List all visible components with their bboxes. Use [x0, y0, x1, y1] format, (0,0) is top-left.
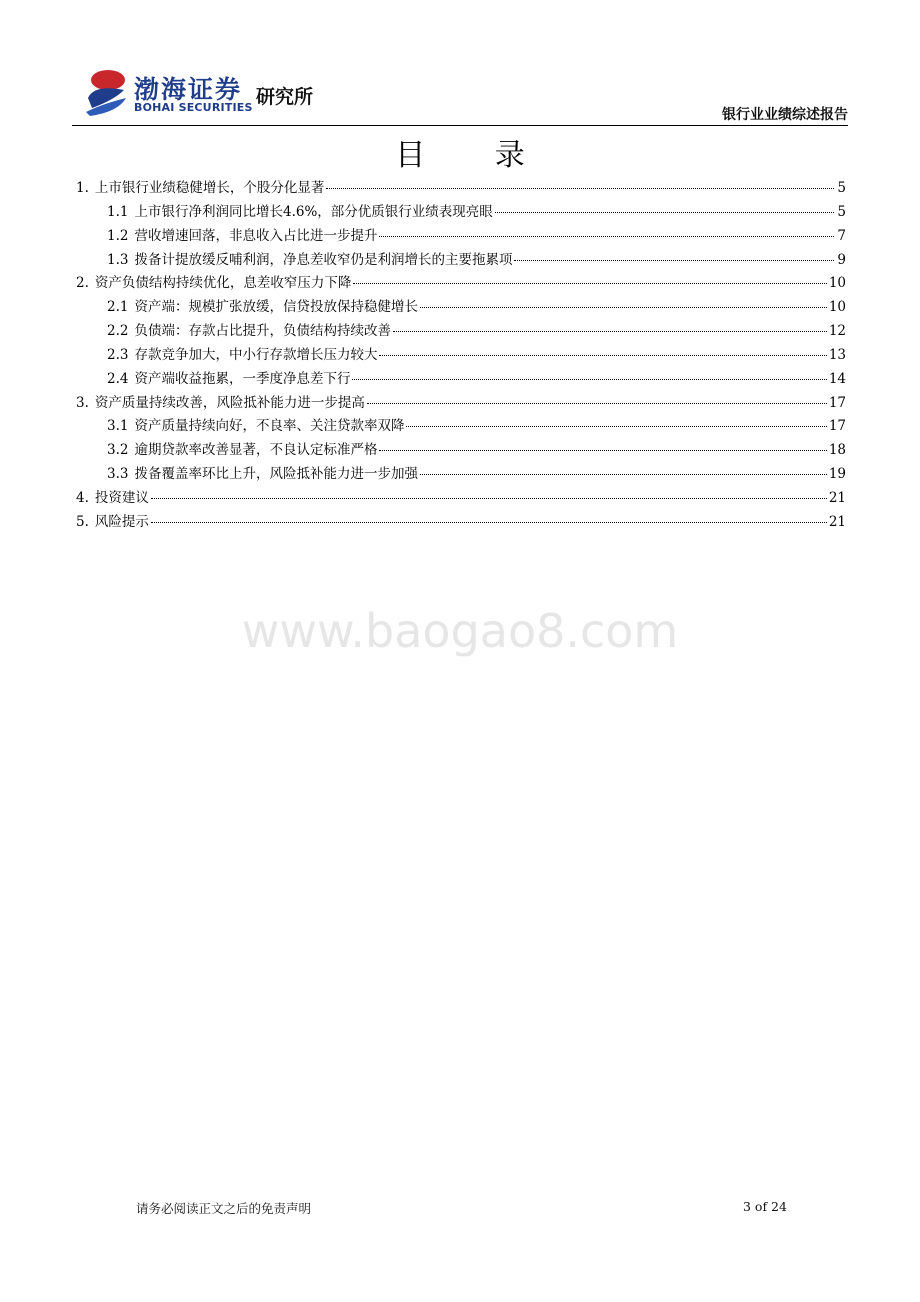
toc-entry-number: 3.	[76, 394, 89, 411]
toc-entry[interactable]	[76, 391, 846, 415]
toc-entry[interactable]	[76, 271, 846, 295]
watermark: www.baogao8.com	[241, 604, 679, 658]
toc-entry-label: 资产质量持续向好，不良率、关注贷款率双降	[134, 418, 405, 435]
toc-entry-page: 13	[828, 346, 846, 363]
toc-entry-leader	[420, 307, 827, 308]
toc-entry[interactable]	[76, 414, 846, 438]
toc-entry-number: 1.2	[107, 227, 129, 244]
toc-entry-page: 19	[828, 466, 846, 483]
toc-entry-label: 资产质量持续改善，风险抵补能力进一步提高	[94, 394, 365, 411]
toc-entry-page: 12	[828, 323, 846, 340]
toc-entry-page: 10	[828, 275, 846, 292]
toc-entry-page: 17	[828, 394, 846, 411]
toc-entry-number: 1.3	[107, 251, 129, 268]
toc-entry-page: 18	[828, 442, 846, 459]
toc-entry[interactable]	[76, 319, 846, 343]
brand-name-en: BOHAI SECURITIES	[134, 101, 253, 114]
toc-entry-page: 10	[828, 299, 846, 316]
toc-entry-number: 4.	[76, 489, 89, 506]
toc-entry-leader	[420, 474, 827, 475]
header-divider	[72, 125, 848, 126]
toc-entry[interactable]	[76, 224, 846, 248]
toc-entry-page: 5	[837, 203, 846, 220]
toc-entry[interactable]	[76, 343, 846, 367]
toc-entry-number: 1.1	[107, 203, 129, 220]
brand-subtitle: 研究所	[256, 86, 314, 108]
toc-entry-label: 上市银行业绩稳健增长，个股分化显著	[94, 180, 325, 196]
toc-entry-leader	[353, 283, 826, 284]
toc-entry-page: 14	[828, 370, 846, 387]
toc-entry-label: 逾期贷款率改善显著，不良认定标准严格	[134, 442, 378, 459]
toc-entry-page: 7	[837, 227, 846, 244]
toc-entry-label: 拨备计提放缓反哺利润，净息差收窄仍是利润增长的主要拖累项	[134, 251, 513, 268]
toc-entry-page: 17	[828, 418, 846, 435]
toc-entry-label: 风险提示	[94, 513, 149, 530]
toc-entry-leader	[326, 188, 834, 189]
bohai-logo-icon	[84, 68, 128, 116]
toc-entry-leader	[352, 379, 826, 380]
toc-entry-label: 负债端：存款占比提升，负债结构持续改善	[134, 323, 391, 340]
toc-entry-leader	[495, 212, 834, 213]
toc-entry-number: 2.4	[107, 370, 129, 387]
toc-entry-number: 2.	[76, 275, 89, 292]
toc-entry-leader	[379, 355, 826, 356]
toc-entry-label: 资产负债结构持续优化，息差收窄压力下降	[94, 275, 352, 292]
table-of-contents	[76, 176, 846, 534]
toc-entry-label: 营收增速回落，非息收入占比进一步提升	[134, 227, 378, 244]
toc-entry-leader	[393, 331, 827, 332]
toc-entry-leader	[379, 450, 826, 451]
toc-entry[interactable]	[76, 248, 846, 272]
toc-entry-number: 2.1	[107, 299, 129, 316]
toc-entry-label: 上市银行净利润同比增长4.6%，部分优质银行业绩表现亮眼	[134, 203, 493, 220]
toc-entry-label: 存款竞争加大，中小行存款增长压力较大	[134, 346, 378, 363]
toc-entry[interactable]	[76, 510, 846, 534]
toc-entry[interactable]	[76, 295, 846, 319]
toc-entry-label: 资产端收益拖累，一季度净息差下行	[134, 370, 351, 387]
toc-entry-number: 2.3	[107, 346, 129, 363]
toc-entry[interactable]	[76, 486, 846, 510]
toc-entry-page: 9	[837, 251, 846, 268]
toc-entry-number: 3.2	[107, 442, 129, 459]
toc-entry-page: 21	[828, 489, 846, 506]
toc-entry-label: 资产端：规模扩张放缓，信贷投放保持稳健增长	[134, 299, 418, 316]
toc-entry[interactable]	[76, 367, 846, 391]
page-header	[72, 62, 848, 126]
toc-entry[interactable]	[76, 176, 846, 200]
toc-entry[interactable]	[76, 462, 846, 486]
toc-entry-page: 5	[837, 180, 846, 196]
footer-page-indicator: 3 of 24	[743, 1199, 787, 1214]
toc-entry-label: 投资建议	[94, 489, 149, 506]
toc-entry-number: 1.	[76, 180, 89, 196]
toc-entry[interactable]	[76, 200, 846, 224]
toc-entry-number: 2.2	[107, 323, 129, 340]
toc-entry-page: 21	[828, 513, 846, 530]
toc-entry-leader	[367, 403, 827, 404]
toc-entry-leader	[406, 426, 826, 427]
toc-entry-leader	[151, 498, 827, 499]
toc-entry-number: 3.3	[107, 466, 129, 483]
brand-name-cn: 渤海证券	[134, 75, 243, 104]
toc-entry-label: 拨备覆盖率环比上升，风险抵补能力进一步加强	[134, 466, 418, 483]
toc-title: 目 录	[395, 138, 555, 173]
toc-entry-number: 5.	[76, 513, 89, 530]
footer-disclaimer: 请务必阅读正文之后的免责声明	[136, 1201, 312, 1216]
toc-entry-number: 3.1	[107, 418, 129, 435]
toc-entry[interactable]	[76, 438, 846, 462]
toc-entry-leader	[151, 522, 827, 523]
toc-entry-leader	[514, 260, 834, 261]
toc-entry-leader	[379, 236, 834, 237]
report-title: 银行业业绩综述报告	[722, 107, 848, 123]
